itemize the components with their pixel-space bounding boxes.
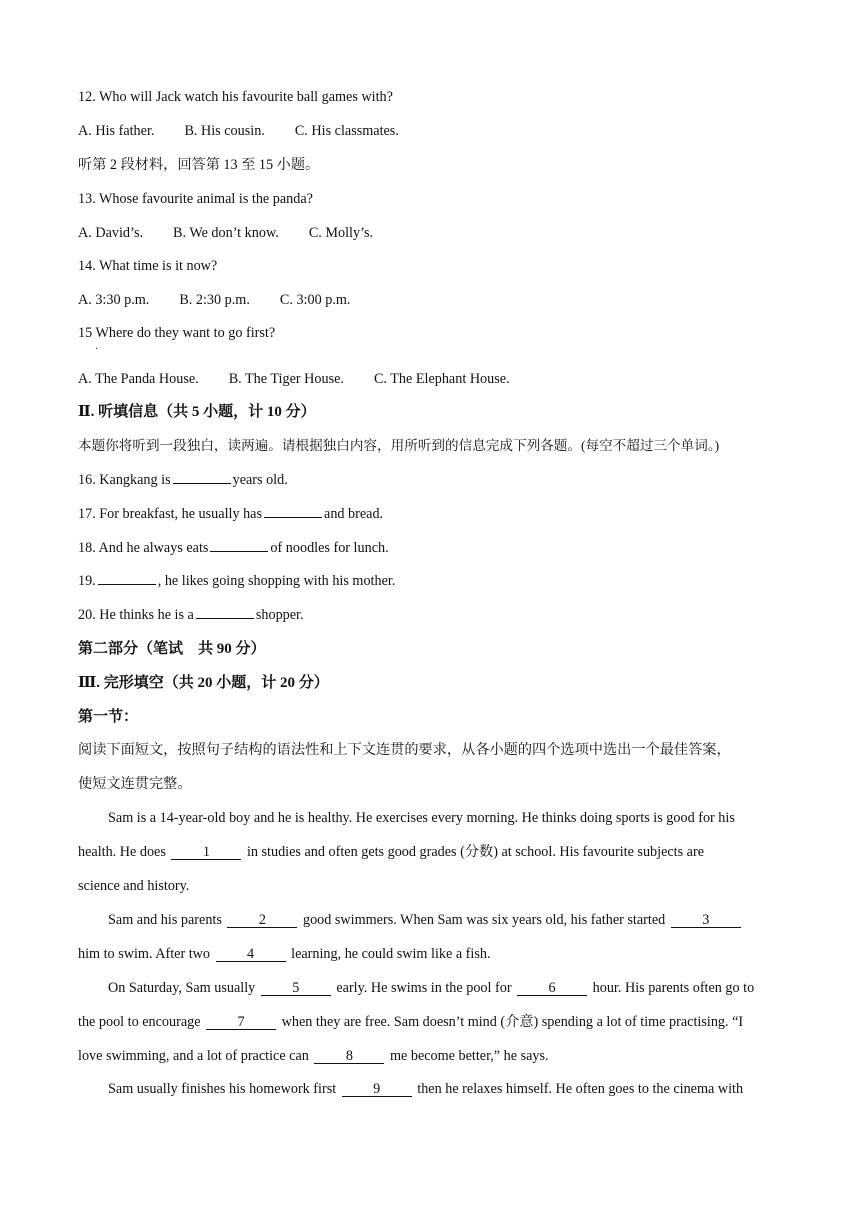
cloze-blank-4[interactable]: 4	[216, 947, 286, 962]
passage-line: the pool to encourage 7 when they are free. Sam doesn’t mind (介意) spending a lot of time practising. “I	[78, 1014, 744, 1030]
cloze-blank-5[interactable]: 5	[261, 981, 331, 996]
section-2-instruction: 本题你将听到一段独白，读两遍。请根据独白内容，用所听到的信息完成下列各题。(每空不超过三个单词。)	[78, 438, 720, 453]
question-18: 18. And he always eats of noodles for lunch.	[78, 540, 389, 556]
passage-line: science and history.	[78, 878, 190, 894]
answer-blank[interactable]	[173, 471, 231, 484]
option-c: C. 3:00 p.m.	[279, 292, 351, 308]
answer-blank[interactable]	[264, 505, 322, 518]
cloze-instruction-line-1: 阅读下面短文，按照句子结构的语法性和上下文连贯的要求，从各小题的四个选项中选出一个最佳答案，	[78, 742, 731, 758]
option-b: B. The Tiger House.	[228, 371, 344, 387]
cloze-blank-2[interactable]: 2	[227, 913, 297, 928]
cloze-blank-9[interactable]: 9	[342, 1082, 412, 1097]
passage-line: health. He does 1 in studies and often gets good grades (分数) at school. His favourite subjects are	[78, 844, 704, 860]
passage-line: Sam usually finishes his homework first 9 then he relaxes himself. He often goes to the cinema with	[108, 1081, 744, 1097]
option-c: C. His classmates.	[294, 123, 399, 139]
cloze-instruction-line-2: 使短文连贯完整。	[78, 776, 192, 792]
question-13: 13. Whose favourite animal is the panda?	[78, 191, 313, 207]
question-17: 17. For breakfast, he usually has and bread.	[78, 506, 384, 522]
stray-dot: ·	[95, 344, 99, 355]
question-19: 19. , he likes going shopping with his mother.	[78, 573, 396, 589]
passage-line: love swimming, and a lot of practice can 8 me become better,” he says.	[78, 1048, 549, 1064]
passage-line: On Saturday, Sam usually 5 early. He swims in the pool for 6 hour. His parents often go to	[108, 980, 755, 996]
cloze-blank-6[interactable]: 6	[517, 981, 587, 996]
cloze-blank-8[interactable]: 8	[314, 1049, 384, 1064]
written-part-heading: 第二部分（笔试 共 90 分）	[78, 641, 266, 657]
question-12: 12. Who will Jack watch his favourite ball games with?	[78, 89, 393, 105]
passage-line: him to swim. After two 4 learning, he could swim like a fish.	[78, 946, 491, 962]
question-13-options	[78, 224, 373, 242]
option-a: A. David’s.	[78, 225, 144, 241]
option-a: A. His father.	[78, 123, 155, 139]
answer-blank[interactable]	[98, 572, 156, 585]
option-b: B. His cousin.	[184, 123, 265, 139]
instruction-material-2: 听第 2 段材料，回答第 13 至 15 小题。	[78, 157, 320, 173]
option-b: B. 2:30 p.m.	[179, 292, 250, 308]
question-20: 20. He thinks he is a shopper.	[78, 607, 304, 623]
option-b: B. We don’t know.	[173, 225, 279, 241]
passage-line: Sam and his parents 2 good swimmers. When Sam was six years old, his father started 3	[108, 911, 743, 929]
subsection-heading: 第一节：	[78, 709, 139, 725]
question-14-options	[78, 291, 350, 309]
question-14: 14. What time is it now?	[78, 258, 218, 274]
answer-blank[interactable]	[196, 606, 254, 619]
option-c: C. Molly’s.	[308, 225, 374, 241]
question-12-options	[78, 122, 399, 140]
section-3-heading: Ⅲ. 完形填空（共 20 小题，计 20 分）	[78, 675, 329, 691]
section-2-heading: Ⅱ. 听填信息（共 5 小题，计 10 分）	[78, 404, 316, 420]
question-15: 15 Where do they want to go first?	[78, 325, 276, 341]
cloze-blank-7[interactable]: 7	[206, 1015, 276, 1030]
option-a: A. 3:30 p.m.	[78, 292, 150, 308]
cloze-blank-3[interactable]: 3	[671, 913, 741, 928]
question-16: 16. Kangkang is years old.	[78, 472, 288, 488]
question-15-options	[78, 370, 510, 388]
answer-blank[interactable]	[210, 539, 268, 552]
option-c: C. The Elephant House.	[373, 371, 510, 387]
passage-line: Sam is a 14-year-old boy and he is healthy. He exercises every morning. He thinks doing sports is good for his	[108, 810, 735, 826]
option-a: A. The Panda House.	[78, 371, 199, 387]
cloze-blank-1[interactable]: 1	[171, 845, 241, 860]
